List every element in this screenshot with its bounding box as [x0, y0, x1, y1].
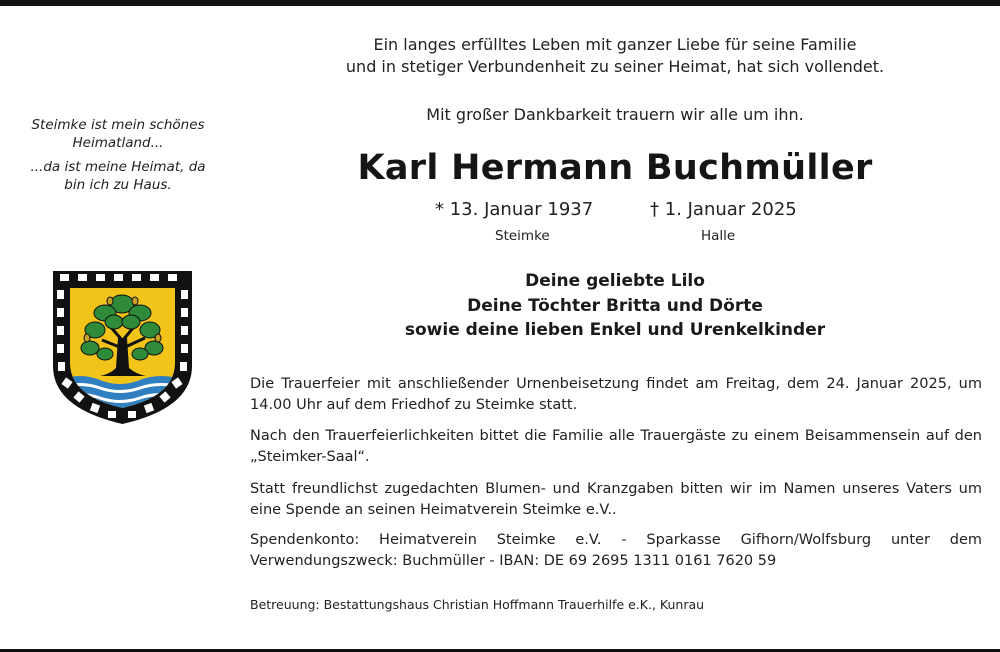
death-place: Halle: [701, 228, 736, 244]
gratitude-line: Mit großer Dankbarkeit trauern wir alle um ihn.: [426, 105, 804, 124]
poem-verse-2: [18, 159, 218, 194]
deceased-name: Karl Hermann Buchmüller: [357, 148, 873, 188]
mourner-line-1: Deine geliebte Lilo: [525, 271, 705, 291]
intro-text: [300, 34, 930, 78]
coat-of-arms-emblem: [50, 268, 195, 426]
funeral-home-credit: Betreuung: Bestattungshaus Christian Hoffmann Trauerhilfe e.K., Kunrau: [250, 597, 705, 612]
intro-line-2: und in stetiger Verbundenheit zu seiner Heimat, hat sich vollendet.: [345, 57, 885, 76]
mourner-line-3: sowie deine lieben Enkel und Urenkelkinder: [404, 320, 826, 340]
funeral-info-paragraph: Die Trauerfeier mit anschließender Urnenbeisetzung findet am Freitag, dem 24. Januar 2025, um 14.00 Uhr auf dem Friedhof zu Steimke statt.: [250, 376, 982, 413]
birth-date: * 13. Januar 1937: [435, 199, 594, 220]
donation-account-paragraph: Spendenkonto: Heimatverein Steimke e.V. - Sparkasse Gifhorn/Wolfsburg unter dem Verwendungszweck: Buchmüller - IBAN: DE 69 2695 1311 0161 7620 59: [250, 532, 982, 569]
death-date: † 1. Januar 2025: [650, 199, 797, 220]
poem-verse-1: [18, 117, 218, 152]
poem-line-3: ...da ist meine Heimat, da: [30, 159, 206, 175]
mourners-block: [300, 269, 930, 343]
birth-place: Steimke: [495, 228, 550, 244]
poem-line-4: bin ich zu Haus.: [64, 176, 172, 193]
poem-line-2: Heimatland...: [72, 134, 164, 151]
donation-request-paragraph: Statt freundlichst zugedachten Blumen- und Kranzgaben bitten wir im Namen unseres Vaters um eine Spende an seinen Heimatverein Steimke e.V..: [250, 481, 982, 518]
gathering-info-paragraph: Nach den Trauerfeierlichkeiten bittet die Familie alle Trauergäste zu einem Beisammensein auf den „Steimker-Saal“.: [250, 428, 982, 465]
top-border: [0, 0, 1000, 6]
poem-line-1: Steimke ist mein schönes: [31, 117, 205, 133]
intro-line-1: Ein langes erfülltes Leben mit ganzer Liebe für seine Familie: [373, 35, 857, 54]
mourner-line-2: Deine Töchter Britta und Dörte: [467, 295, 763, 316]
